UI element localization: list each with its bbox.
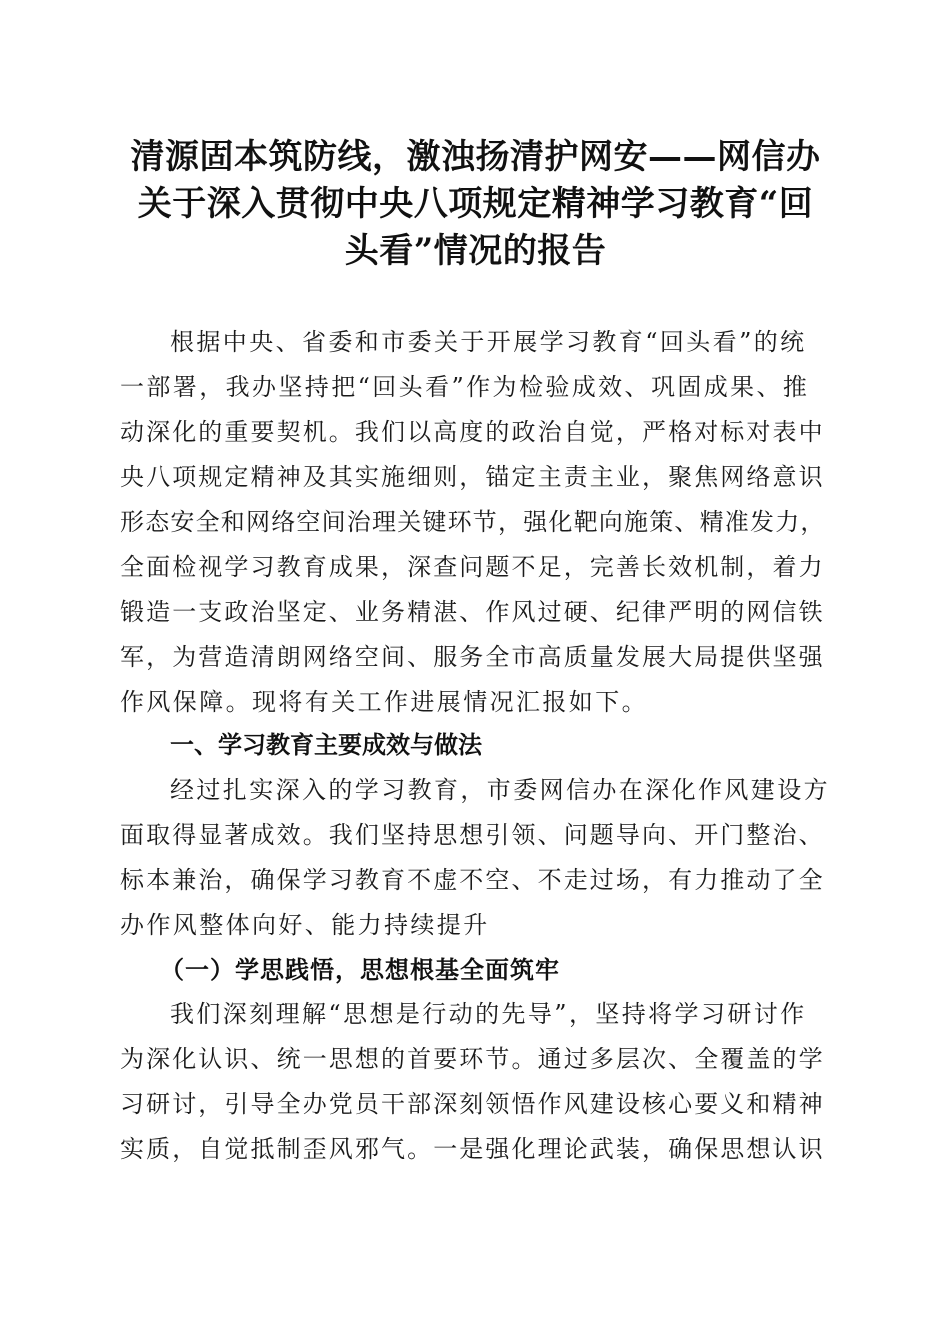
section-line: 办作风整体向好、能力持续提升	[120, 911, 490, 939]
intro-line: 形态安全和网络空间治理关键环节，强化靶向施策、精准发力，	[120, 508, 826, 536]
section-line: 面取得显著成效。我们坚持思想引领、问题导向、开门整治、	[120, 821, 825, 849]
title-line: 关于深入贯彻中央八项规定精神学习教育“回	[137, 184, 814, 224]
section-line: 标本兼治，确保学习教育不虚不空、不走过场，有力推动了全	[120, 866, 825, 894]
title-line: 清源固本筑防线，激浊扬清护网安——网信办	[130, 137, 821, 177]
intro-line: 军，为营造清朗网络空间、服务全市高质量发展大局提供坚强	[120, 643, 825, 671]
intro-line: 动深化的重要契机。我们以高度的政治自觉，严格对标对表中	[120, 418, 825, 446]
intro-line: 全面检视学习教育成果，深查问题不足，完善长效机制，着力	[120, 553, 825, 581]
subsection-line: 习研讨，引导全办党员干部深刻领悟作风建设核心要义和精神	[120, 1090, 825, 1118]
section-heading: 一、学习教育主要成效与做法	[170, 731, 482, 759]
subsection-heading: （一）学思践悟，思想根基全面筑牢	[160, 955, 560, 984]
subsection-line: 我们深刻理解“思想是行动的先导”，坚持将学习研讨作	[170, 1000, 807, 1028]
intro-line: 锻造一支政治坚定、业务精湛、作风过硬、纪律严明的网信铁	[120, 598, 825, 626]
document-title	[118, 134, 833, 275]
intro-line: 根据中央、省委和市委关于开展学习教育“回头看”的统	[170, 328, 807, 356]
intro-line: 央八项规定精神及其实施细则，锚定主责主业，聚焦网络意识	[120, 463, 825, 491]
title-line: 头看”情况的报告	[344, 231, 607, 271]
subsection-line: 实质，自觉抵制歪风邪气。一是强化理论武装，确保思想认识	[120, 1135, 825, 1163]
section-line: 经过扎实深入的学习教育，市委网信办在深化作风建设方	[170, 776, 830, 804]
subsection-line: 为深化认识、统一思想的首要环节。通过多层次、全覆盖的学	[120, 1045, 825, 1073]
intro-line: 作风保障。现将有关工作进展情况汇报如下。	[120, 688, 648, 716]
intro-line: 一部署，我办坚持把“回头看”作为检验成效、巩固成果、推	[120, 373, 810, 401]
